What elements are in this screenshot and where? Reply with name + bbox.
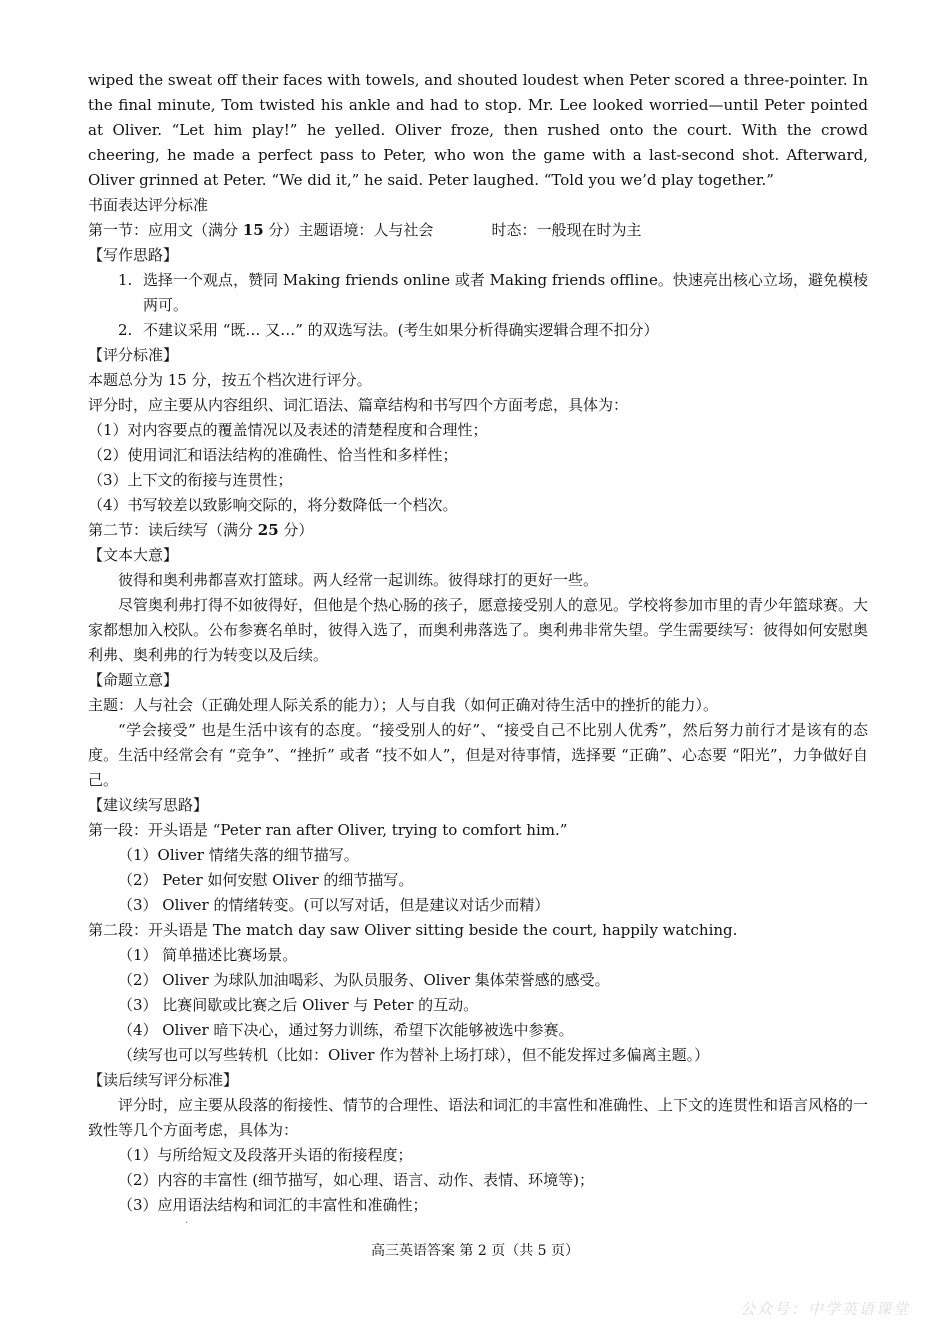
- summary-paragraph: 彼得和奥利弗都喜欢打篮球。两人经常一起训练。彼得球打的更好一些。: [118, 571, 599, 589]
- writing-idea-text: 选择一个观点，赞同 Making friends online 或者 Making friends offline。快速亮出核心立场，避免模棱两可。: [143, 271, 868, 314]
- answer-page: [88, 68, 868, 1218]
- doc-title: 书面表达评分标准: [88, 196, 209, 214]
- writing-idea-item: [88, 318, 868, 343]
- section2-score: 25: [257, 521, 279, 539]
- criteria-item: （4）书写较差以致影响交际的，将分数降低一个档次。: [88, 496, 458, 514]
- section2-heading: [88, 518, 868, 543]
- paragraph1-label: 第一段：开头语是 “Peter ran after Oliver, trying to comfort him.”: [88, 821, 568, 839]
- paragraph2-item: （1） 简单描述比赛场景。: [118, 946, 298, 964]
- rw-criteria-item: （1）与所给短文及段落开头语的衔接程度；: [118, 1146, 413, 1164]
- suggestion-heading: 【建议续写思路】: [88, 796, 209, 814]
- watermark-text: 公众号：中学英语课堂: [739, 1300, 910, 1318]
- section1-score: 15: [242, 221, 264, 239]
- section2-post: 分）: [278, 521, 314, 539]
- paragraph2-item: （4） Oliver 暗下决心，通过努力训练，希望下次能够被选中参赛。: [118, 1021, 574, 1039]
- writing-ideas-heading: 【写作思路】: [88, 246, 179, 264]
- criteria-intro-total: 本题总分为 15 分，按五个档次进行评分。: [88, 371, 372, 389]
- section1-post: 分）主题语境：人与社会: [263, 221, 434, 239]
- intent-paragraph: “学会接受” 也是生活中该有的态度。“接受别人的好”、“接受自己不比别人优秀”，然后努力前行才是该有的态度。生活中经常会有 “竞争”、“挫折” 或者 “技不如人”，但是对待事情，选择要 “正确”、心态要 “阳光”，力争做好自己。: [88, 721, 868, 789]
- paragraph2-label: 第二段：开头语是 The match day saw Oliver sitting beside the court, happily watching.: [88, 921, 738, 939]
- rw-criteria-item: （3）应用语法结构和词汇的丰富性和准确性；: [118, 1196, 428, 1214]
- summary-heading: 【文本大意】: [88, 546, 179, 564]
- section1-pre: 第一节：应用文（满分: [88, 221, 243, 239]
- paragraph2-item: （2） Oliver 为球队加油喝彩、为队员服务、Oliver 集体荣誉感的感受。: [118, 971, 610, 989]
- intent-theme: 主题：人与社会（正确处理人际关系的能力）；人与自我（如何正确对待生活中的挫折的能力）。: [88, 696, 719, 714]
- page-footer: 高三英语答案 第 2 页（共 5 页）: [370, 1243, 580, 1259]
- writing-idea-number: 2.: [118, 321, 133, 339]
- criteria-item: （3）上下文的衔接与连贯性；: [88, 471, 293, 489]
- criteria-intro-aspects: 评分时，应主要从内容组织、词汇语法、篇章结构和书写四个方面考虑，具体为：: [88, 396, 629, 414]
- paragraph1-item: （3） Oliver 的情绪转变。(可以写对话，但是建议对话少而精）: [118, 896, 550, 914]
- section2-pre: 第二节：读后续写（满分: [88, 521, 258, 539]
- rw-criteria-intro: 评分时，应主要从段落的衔接性、情节的合理性、语法和词汇的丰富性和准确性、上下文的连贯性和语言风格的一致性等几个方面考虑，具体为：: [88, 1096, 869, 1139]
- writing-idea-item: [88, 268, 868, 318]
- paragraph1-item: （1）Oliver 情绪失落的细节描写。: [118, 846, 359, 864]
- criteria-heading: 【评分标准】: [88, 346, 179, 364]
- summary-paragraph: 尽管奥利弗打得不如彼得好，但他是个热心肠的孩子，愿意接受别人的意见。学校将参加市里的青少年篮球赛。大家都想加入校队。公布参赛名单时，彼得入选了，而奥利弗落选了。奥利弗非常失望。学生需要续写：彼得如何安慰奥利弗、奥利弗的行为转变以及后续。: [88, 596, 869, 664]
- paragraph1-item: （2） Peter 如何安慰 Oliver 的细节描写。: [118, 871, 414, 889]
- paragraph2-item: （3） 比赛间歇或比赛之后 Oliver 与 Peter 的互动。: [118, 996, 479, 1014]
- section1-tense: 时态：一般现在时为主: [491, 221, 642, 239]
- criteria-item: （2）使用词汇和语法结构的准确性、恰当性和多样性；: [88, 446, 458, 464]
- stray-dot: ·: [185, 1218, 189, 1229]
- paragraph2-note: （续写也可以写些转机（比如：Oliver 作为替补上场打球），但不能发挥过多偏离主题。）: [118, 1046, 710, 1064]
- writing-idea-number: 1.: [118, 271, 133, 289]
- intent-heading: 【命题立意】: [88, 671, 179, 689]
- rw-criteria-heading: 【读后续写评分标准】: [88, 1071, 239, 1089]
- rw-criteria-item: （2）内容的丰富性 (细节描写，如心理、语言、动作、表情、环境等)；: [118, 1171, 595, 1189]
- section1-heading: [88, 218, 868, 243]
- story-ending-paragraph: wiped the sweat off their faces with towels, and shouted loudest when Peter scored a three-pointer. In the final minute, Tom twisted his ankle and had to stop. Mr. Lee looked worried—until Peter pointed at Oliver. “Let him play!” he yelled. Oliver froze, then rushed onto the court. With the crowd cheering, he made a perfect pass to Peter, who won the game with a last-second shot. Afterward, Oliver grinned at Peter. “We did it,” he said. Peter laughed. “Told you we’d play together.”: [88, 71, 868, 189]
- writing-idea-text: 不建议采用 “既… 又…” 的双选写法。(考生如果分析得确实逻辑合理不扣分）: [143, 321, 659, 339]
- criteria-item: （1）对内容要点的覆盖情况以及表述的清楚程度和合理性；: [88, 421, 488, 439]
